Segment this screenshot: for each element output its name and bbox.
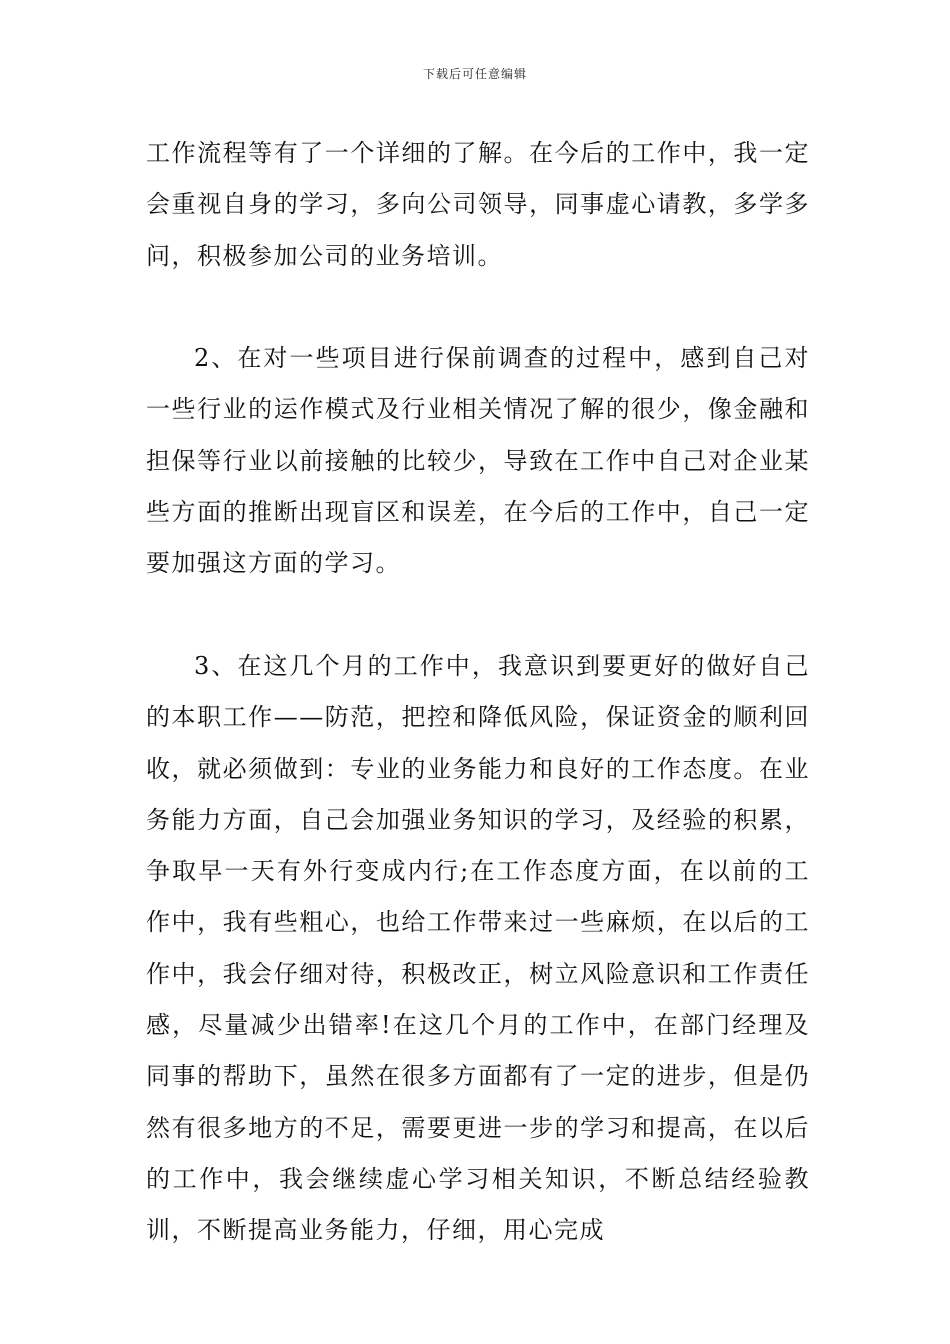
- document-body: [146, 128, 810, 1257]
- paragraph-spacer: [146, 282, 810, 333]
- paragraph-item-3: 3、在这几个月的工作中，我意识到要更好的做好自己的本职工作——防范，把控和降低风险，保证资金的顺利回收，就必须做到：专业的业务能力和良好的工作态度。在业务能力方面，自己会加强业务知识的学习，及经验的积累，争取早一天有外行变成内行;在工作态度方面，在以前的工作中，我有些粗心，也给工作带来过一些麻烦，在以后的工作中，我会仔细对待，积极改正，树立风险意识和工作责任感，尽量减少出错率!在这几个月的工作中，在部门经理及同事的帮助下，虽然在很多方面都有了一定的进步，但是仍然有很多地方的不足，需要更进一步的学习和提高，在以后的工作中，我会继续虚心学习相关知识，不断总结经验教训，不断提高业务能力，仔细，用心完成: [146, 651, 810, 1245]
- paragraph-item-2: 2、在对一些项目进行保前调查的过程中，感到自己对一些行业的运作模式及行业相关情况了解的很少，像金融和担保等行业以前接触的比较少，导致在工作中自己对企业某些方面的推断出现盲区和误差，在今后的工作中，自己一定要加强这方面的学习。: [146, 344, 810, 578]
- paragraph-continuation: 工作流程等有了一个详细的了解。在今后的工作中，我一定会重视自身的学习，多向公司领导，同事虚心请教，多学多问，积极参加公司的业务培训。: [146, 139, 810, 270]
- paragraph-spacer: [146, 590, 810, 641]
- page-header: 下载后可任意编辑: [422, 67, 527, 81]
